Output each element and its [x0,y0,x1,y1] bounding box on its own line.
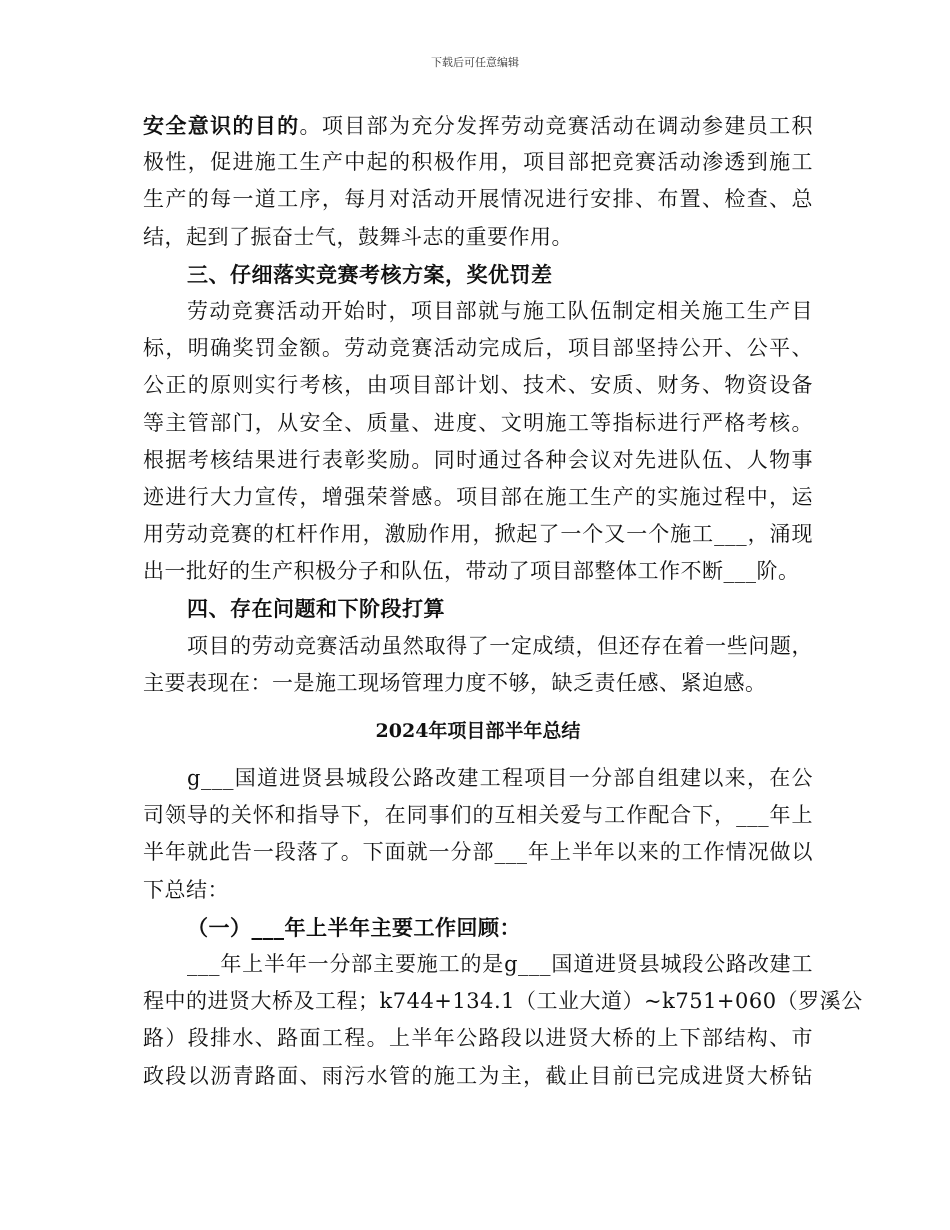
page-header: 下载后可任意编辑 [431,56,519,69]
paragraph-line: 等主管部门，从安全、质量、进度、文明施工等指标进行严格考核。 [143,410,813,435]
paragraph-line: 标，明确奖罚金额。劳动竞赛活动完成后，项目部坚持公开、公平、 [143,336,813,361]
paragraph-line: 下总结： [143,877,229,902]
line-text: 。项目部为充分发挥劳动竞赛活动在调动参建员工积 [299,114,814,138]
paragraph-line: 迹进行大力宣传，增强荣誉感。项目部在施工生产的实施过程中，运 [143,484,813,509]
paragraph-line: 极性，促进施工生产中起的积极作用，项目部把竞赛活动渗透到施工 [143,150,813,175]
paragraph-line: g___国道进贤县城段公路改建工程项目一分部自组建以来，在公 [187,766,813,790]
paragraph-line: 半年就此告一段落了。下面就一分部___年上半年以来的工作情况做以 [143,840,813,865]
document-body [143,107,863,1095]
sub-heading: （一）___年上半年主要工作回顾： [187,914,521,940]
paragraph-line: 根据考核结果进行表彰奖励。同时通过各种会议对先进队伍、人物事 [143,447,813,472]
paragraph-line: 路）段排水、路面工程。上半年公路段以进贤大桥的上下部结构、市 [143,1026,813,1051]
paragraph-line [143,107,813,144]
section-heading-3: 三、仔细落实竞赛考核方案，奖优罚差 [187,261,553,287]
paragraph-line: 主要表现在：一是施工现场管理力度不够，缺乏责任感、紧迫感。 [143,670,767,695]
paragraph-line: 用劳动竞赛的杠杆作用，激励作用，掀起了一个又一个施工___，涌现 [143,522,813,547]
section-heading-4: 四、存在问题和下阶段打算 [187,596,445,622]
paragraph-line: 生产的每一道工序，每月对活动开展情况进行安排、布置、检查、总 [143,187,813,212]
paragraph-line: 司领导的关怀和指导下，在同事们的互相关爱与工作配合下，___年上 [143,803,813,828]
paragraph-line: 结，起到了振奋士气，鼓舞斗志的重要作用。 [143,224,573,249]
paragraph-line: 劳动竞赛活动开始时，项目部就与施工队伍制定相关施工生产目 [187,298,813,323]
paragraph-line: 项目的劳动竞赛活动虽然取得了一定成绩，但还存在着一些问题， [187,633,813,658]
paragraph-line: 公正的原则实行考核，由项目部计划、技术、安质、财务、物资设备 [143,373,813,398]
paragraph-line: ___年上半年一分部主要施工的是g___国道进贤县城段公路改建工 [187,951,813,976]
paragraph-line: 出一批好的生产积极分子和队伍，带动了项目部整体工作不断___阶。 [143,559,800,584]
document-title: 2024年项目部半年总结 [375,720,581,742]
paragraph-line: 程中的进贤大桥及工程；k744+134.1（工业大道）~k751+060（罗溪公 [143,989,863,1014]
paragraph-line: 政段以沥青路面、雨污水管的施工为主，截止目前已完成进贤大桥钻 [143,1063,813,1088]
bold-phrase: 安全意识的目的 [143,113,300,138]
